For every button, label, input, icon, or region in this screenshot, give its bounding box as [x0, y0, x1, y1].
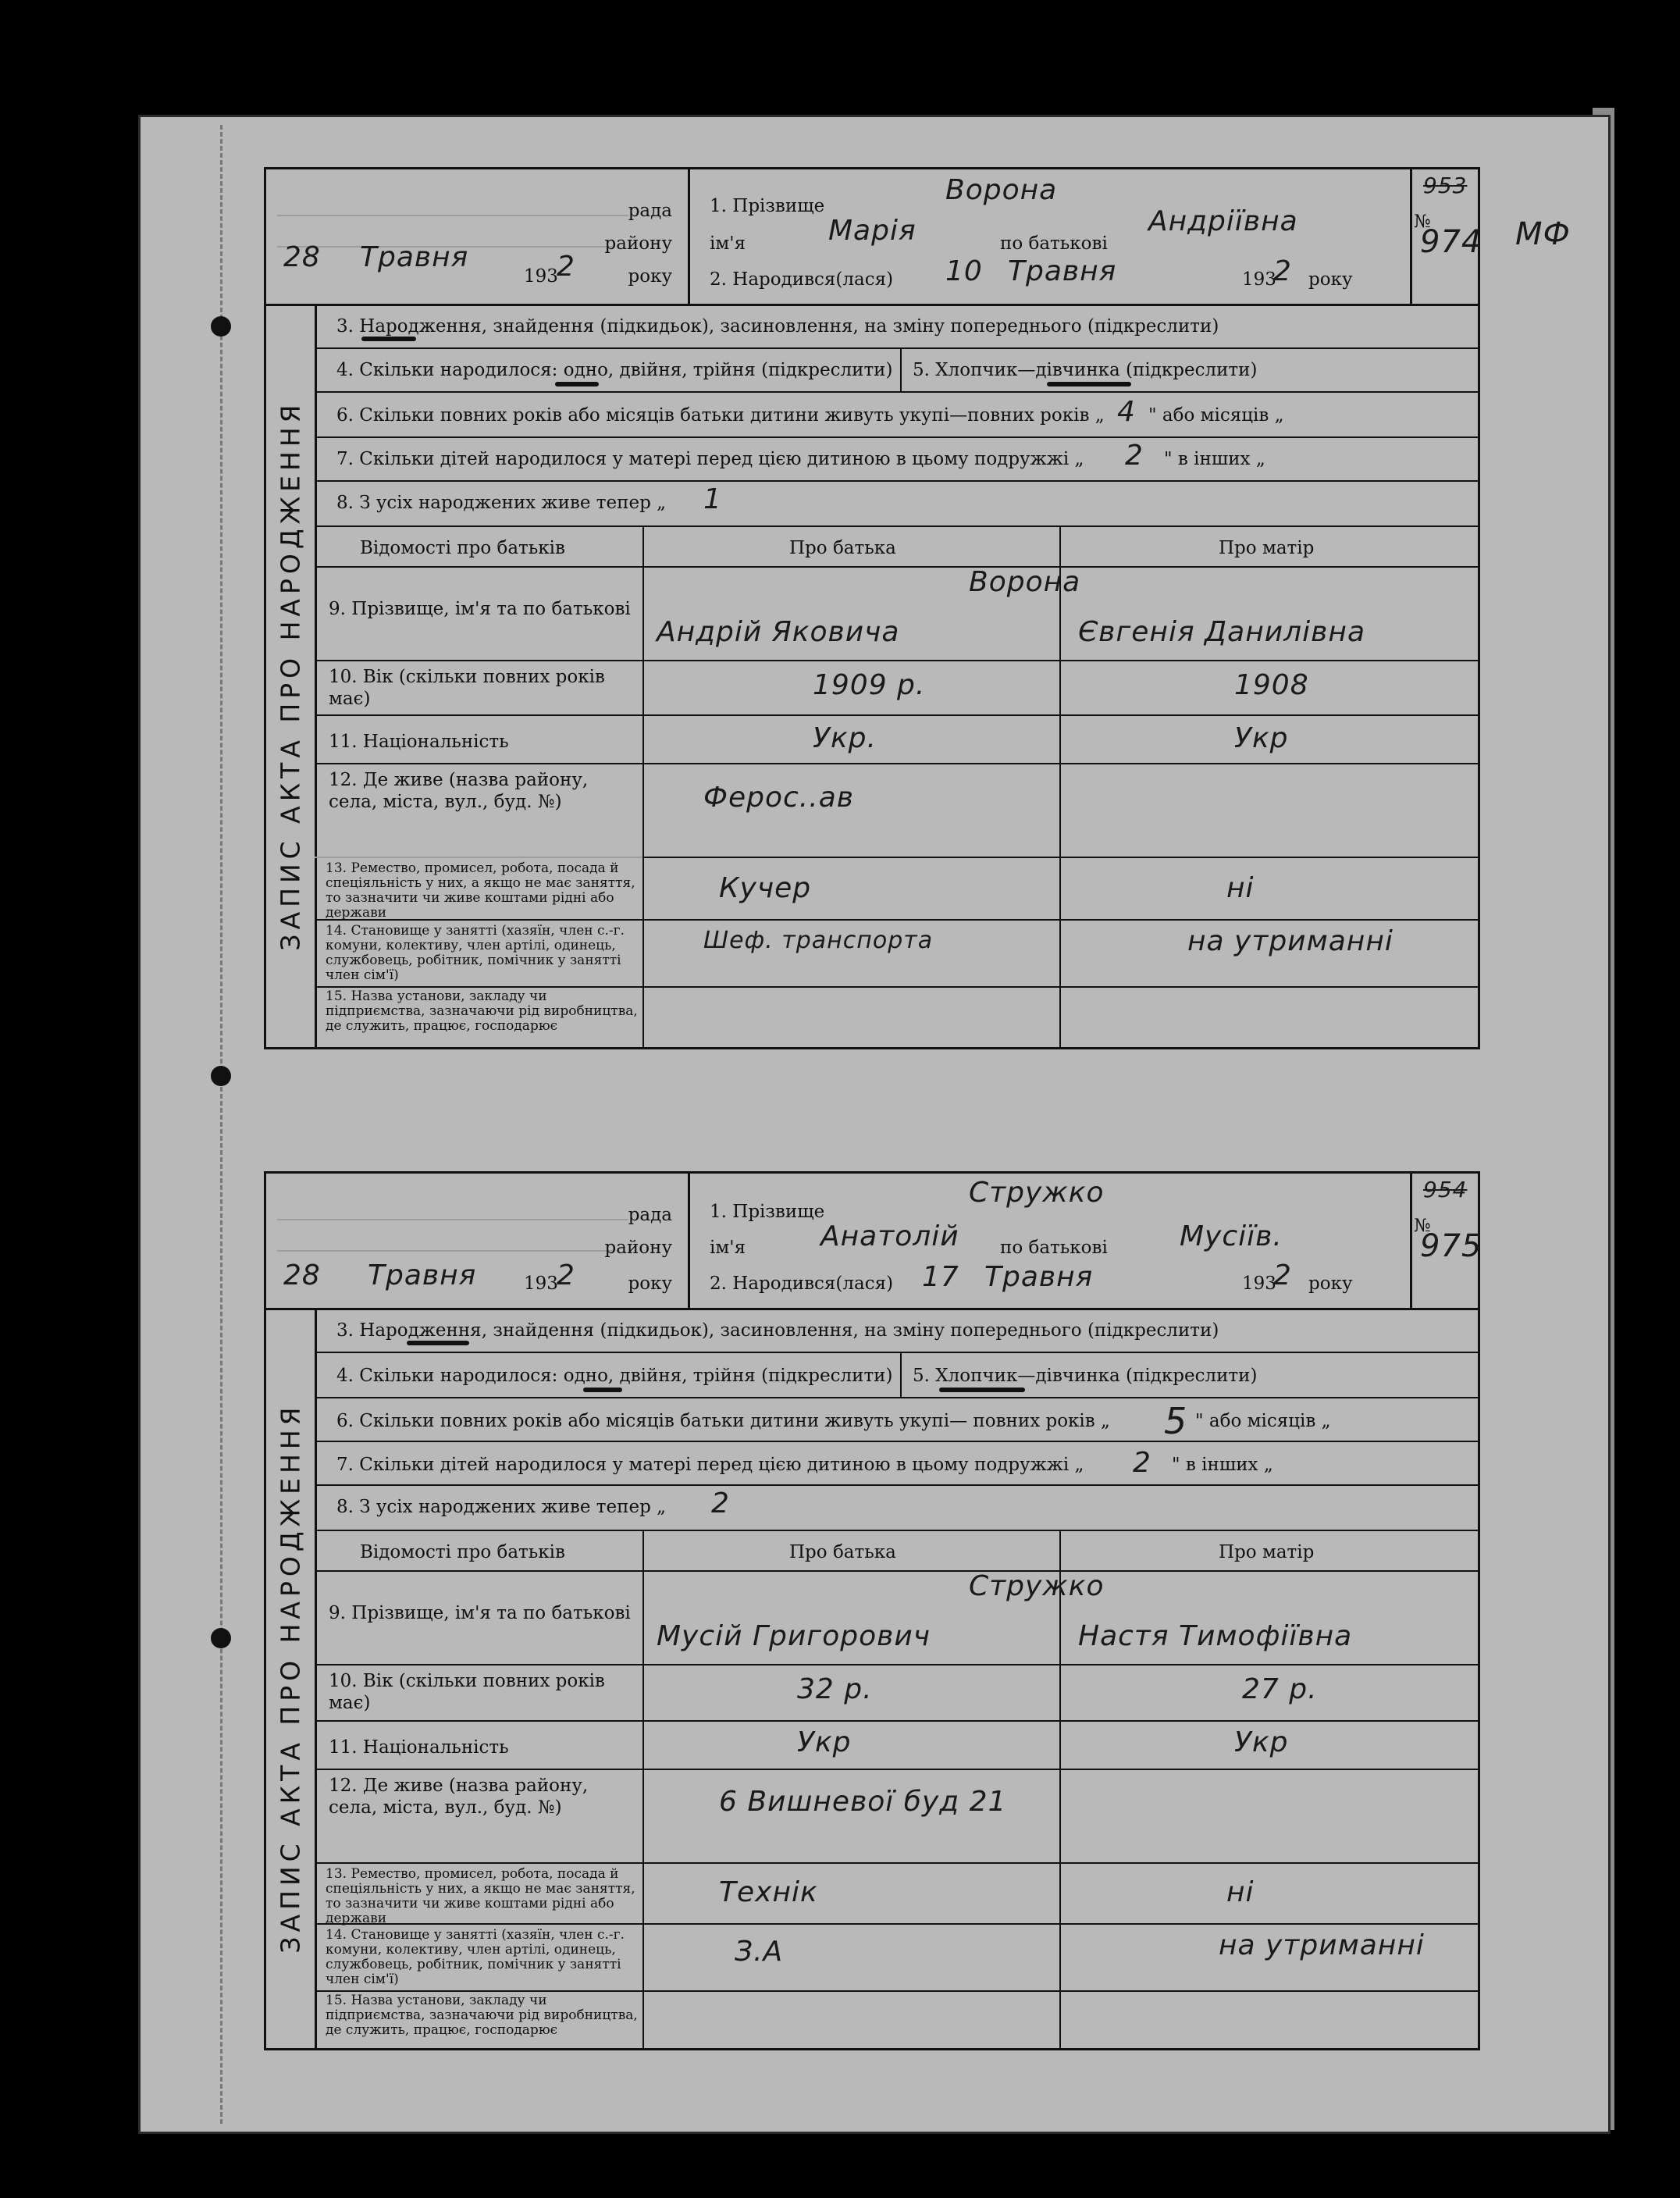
perforation-line — [220, 125, 222, 2124]
registry-year-suffix: 2 — [557, 1259, 575, 1291]
born-month: Травня — [1008, 255, 1117, 287]
row-8-count: 2 — [711, 1487, 730, 1519]
rada-label: рада — [628, 1205, 672, 1225]
row-6-cohabitation: 6. Скільки повних років або місяців батьки дитини живуть укупі— повних років „ — [336, 1411, 1110, 1431]
born-year-suffix: 2 — [1273, 1259, 1292, 1291]
record-number-block — [1410, 1174, 1482, 1308]
col-parents-info: Відомості про батьків — [360, 538, 565, 558]
mother-age: 27 р. — [1242, 1673, 1318, 1705]
row-10-label: 10. Вік (скільки повних років має) — [329, 1671, 605, 1713]
row-9-label: 9. Прізвище, ім'я та по батькові — [329, 599, 631, 619]
col-father: Про батька — [789, 1542, 896, 1562]
punch-hole — [211, 1066, 231, 1086]
mother-name: Євгенія Данилівна — [1078, 616, 1365, 648]
patronymic-label: по батькові — [1000, 233, 1108, 254]
row-8-count: 1 — [703, 483, 722, 515]
punch-hole — [211, 1628, 231, 1648]
born-year-prefix: 193 — [1242, 269, 1276, 290]
row-7-prior-children: 7. Скільки дітей народилося у матері перед цією дитиною в цьому подружжі „ — [336, 449, 1084, 469]
rayon-label: району — [604, 1238, 672, 1258]
registry-month: Травня — [360, 241, 469, 273]
born-label: 2. Народився(лася) — [710, 1274, 894, 1294]
parents-surname: Стружко — [969, 1570, 1105, 1602]
father-name: Андрій Яковича — [657, 616, 900, 648]
rada-label: рада — [628, 201, 672, 221]
registry-year-word: року — [628, 1274, 672, 1294]
record-number-block — [1410, 169, 1482, 304]
row-6-tail: " або місяців „ — [1148, 405, 1284, 426]
father-age: 32 р. — [797, 1673, 873, 1705]
number-sign: № — [1414, 212, 1431, 232]
row-15-label: 15. Назва установи, закладу чи підприємства, зазначаючи рід виробництва, де служить, працює, господарює — [326, 1993, 638, 2038]
registry-date-block — [266, 1174, 690, 1308]
row-8-living: 8. З усіх народжених живе тепер „ — [336, 1497, 667, 1517]
record-number: 974 — [1420, 224, 1482, 260]
born-day: 17 — [922, 1261, 959, 1293]
registry-year-prefix: 193 — [524, 1274, 558, 1294]
mother-name: Настя Тимофіївна — [1078, 1620, 1353, 1652]
name-label: ім'я — [710, 1238, 746, 1258]
surname-label: 1. Прізвище — [710, 196, 825, 216]
child-name: Марія — [828, 215, 917, 247]
row-14-label: 14. Становище у занятті (хазяїн, член с.-г. комуни, колективу, член артілі, одинець, службовець, робітник, помічник у занятті член сім'ї) — [326, 923, 625, 983]
row-11-label: 11. Національність — [329, 732, 509, 752]
father-nationality: Укр. — [813, 722, 877, 754]
row-10-label: 10. Вік (скільки повних років має) — [329, 667, 605, 709]
father-occupation: Технік — [719, 1876, 818, 1908]
patronymic-label: по батькові — [1000, 1238, 1108, 1258]
old-record-number: 954 — [1423, 1177, 1468, 1202]
row-6-cohabitation: 6. Скільки повних років або місяців батьки дитини живуть укупі—повних років „ — [336, 405, 1105, 426]
surname-label: 1. Прізвище — [710, 1202, 825, 1222]
father-address: 6 Вишневої буд 21 — [719, 1786, 1007, 1818]
parents-surname: Ворона — [969, 566, 1081, 598]
row-13-label: 13. Ремество, промисел, робота, посада й спеціяльність у них, а якщо не має заняття, то зазначити чи живе коштами рідні або держави — [326, 1866, 635, 1926]
birth-record-1 — [264, 167, 1571, 1049]
row-14-label: 14. Становище у занятті (хазяїн, член с.-г. комуни, колективу, член артілі, одинець, службовець, робітник, помічник у занятті член сім'ї) — [326, 1927, 625, 1987]
mother-occupation: ні — [1226, 872, 1255, 904]
row-4-multiplicity: 4. Скільки народилося: одно, двійня, трійня (підкреслити) — [336, 360, 893, 380]
born-day: 10 — [945, 255, 983, 287]
record-side-title: ЗАПИС АКТА ПРО НАРОДЖЕННЯ — [266, 304, 317, 1047]
born-year-word: року — [1308, 1274, 1353, 1294]
row-4-multiplicity: 4. Скільки народилося: одно, двійня, трійня (підкреслити) — [336, 1366, 893, 1386]
born-label: 2. Народився(лася) — [710, 269, 894, 290]
col-parents-info: Відомості про батьків — [360, 1542, 565, 1562]
child-patronymic: Андріївна — [1148, 205, 1298, 237]
row-12-label: 12. Де живе (назва району, села, міста, вул., буд. №) — [329, 1776, 589, 1818]
record-number: 975 — [1420, 1228, 1482, 1264]
clerk-initials: МФ — [1515, 216, 1571, 252]
born-month: Травня — [984, 1261, 1094, 1293]
registry-day: 28 — [283, 241, 321, 273]
registry-year-prefix: 193 — [524, 266, 558, 287]
col-mother: Про матір — [1219, 538, 1315, 558]
row-5-sex: 5. Хлопчик—дівчинка (підкреслити) — [913, 360, 1258, 380]
row-9-label: 9. Прізвище, ім'я та по батькові — [329, 1603, 631, 1623]
registry-day: 28 — [283, 1259, 321, 1291]
registry-year-suffix: 2 — [557, 251, 575, 283]
row-3-event-type: 3. Народження, знайдення (підкидьок), засиновлення, на зміну попереднього (підкреслити) — [336, 1320, 1219, 1341]
mother-nationality: Укр — [1234, 1726, 1289, 1758]
born-year-word: року — [1308, 269, 1353, 290]
child-surname: Стружко — [969, 1177, 1105, 1209]
father-position: Шеф. транспорта — [703, 927, 934, 954]
born-year-suffix: 2 — [1273, 255, 1292, 287]
row-6-years: 4 — [1117, 396, 1136, 428]
mother-position: на утриманні — [1187, 925, 1393, 957]
father-name: Мусій Григорович — [657, 1620, 931, 1652]
row-6-tail: " або місяців „ — [1195, 1411, 1331, 1431]
row-7-count: 2 — [1133, 1447, 1151, 1479]
row-3-event-type: 3. Народження, знайдення (підкидьок), засиновлення, на зміну попереднього (підкреслити) — [336, 316, 1219, 337]
mother-nationality: Укр — [1234, 722, 1289, 754]
child-surname: Ворона — [945, 174, 1058, 206]
col-mother: Про матір — [1219, 1542, 1315, 1562]
number-sign: № — [1414, 1216, 1431, 1236]
father-nationality: Укр — [797, 1726, 852, 1758]
father-age: 1909 р. — [813, 669, 926, 701]
child-patronymic: Мусіїв. — [1180, 1220, 1283, 1252]
father-position: З.А — [735, 1936, 784, 1968]
record-header — [266, 169, 1482, 306]
row-15-label: 15. Назва установи, закладу чи підприємства, зазначаючи рід виробництва, де служить, працює, господарює — [326, 989, 638, 1034]
rayon-label: району — [604, 233, 672, 254]
registry-month: Травня — [368, 1259, 477, 1291]
row-11-label: 11. Національність — [329, 1737, 509, 1758]
row-7-tail: " в інших „ — [1164, 449, 1265, 469]
row-5-sex: 5. Хлопчик—дівчинка (підкреслити) — [913, 1366, 1258, 1386]
mother-occupation: ні — [1226, 1876, 1255, 1908]
registry-year-word: року — [628, 266, 672, 287]
row-7-prior-children: 7. Скільки дітей народилося у матері перед цією дитиною в цьому подружжі „ — [336, 1455, 1084, 1475]
name-label: ім'я — [710, 233, 746, 254]
father-address: Ферос..ав — [703, 782, 854, 814]
row-12-label: 12. Де живе (назва району, села, міста, вул., буд. №) — [329, 770, 589, 812]
row-6-years: 5 — [1164, 1400, 1188, 1442]
old-record-number: 953 — [1423, 173, 1468, 198]
father-occupation: Кучер — [719, 872, 812, 904]
registry-date-block — [266, 169, 690, 304]
child-name: Анатолій — [820, 1220, 959, 1252]
row-7-tail: " в інших „ — [1172, 1455, 1273, 1475]
punch-hole — [211, 316, 231, 337]
mother-position: на утриманні — [1219, 1929, 1425, 1961]
born-year-prefix: 193 — [1242, 1274, 1276, 1294]
row-13-label: 13. Ремество, промисел, робота, посада й спеціяльність у них, а якщо не має заняття, то зазначити чи живе коштами рідні або держави — [326, 860, 635, 921]
record-side-title: ЗАПИС АКТА ПРО НАРОДЖЕННЯ — [266, 1308, 317, 2048]
col-father: Про батька — [789, 538, 896, 558]
row-8-living: 8. З усіх народжених живе тепер „ — [336, 493, 667, 513]
record-header — [266, 1174, 1482, 1310]
mother-age: 1908 — [1234, 669, 1309, 701]
birth-record-2 — [264, 1171, 1480, 2050]
row-7-count: 2 — [1125, 440, 1144, 472]
